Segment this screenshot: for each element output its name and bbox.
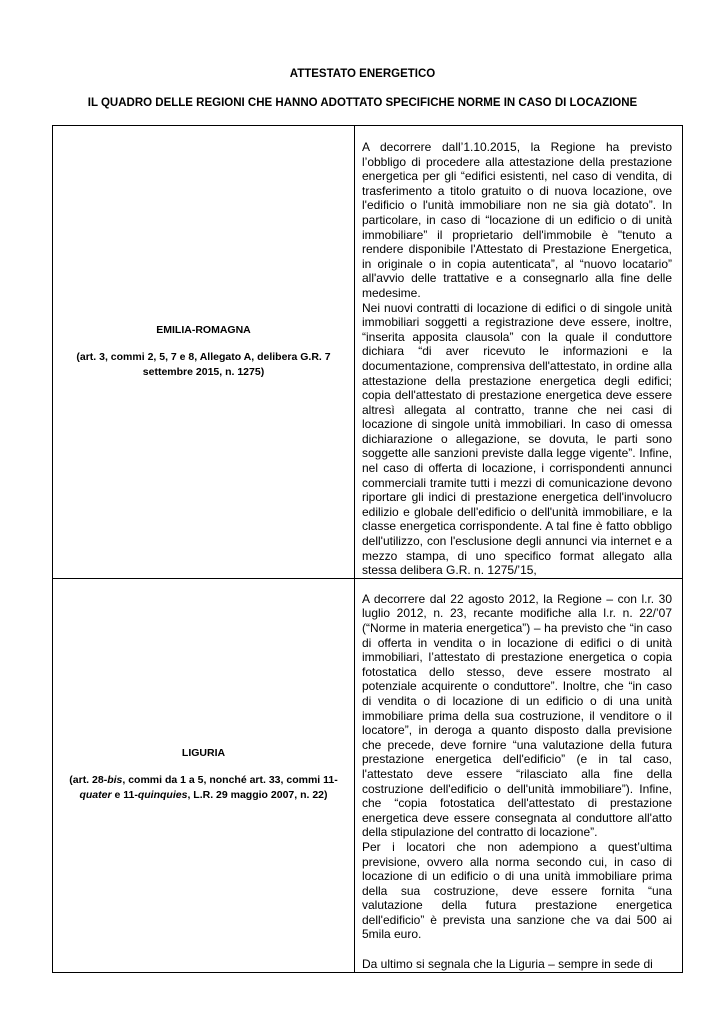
description-text [362,579,672,972]
paragraph: A decorrere dal 22 agosto 2012, la Regione – con l.r. 30 luglio 2012, n. 23, recante modifiche alla l.r. n. 22/’07 (“Norme in materia energetica”) – ha previsto che “in caso di offerta in vendita o in locazione di edifici o di unità immobiliari, l’attestato di prestazione energetica o copia fotostatica dello stesso, deve essere mostrato al potenziale acquirente o conduttore”. Inoltre, che “in caso di vendita o di locazione di un edificio o di una unità immobiliare prima della sua costruzione, il venditore o il locatore”, in deroga a quanto disposto dalla previsione che precede, deve fornire “una valutazione della futura prestazione energetica dell'edificio” (e in tal caso, l'attestato deve essere “rilasciato alla fine della costruzione dell'edificio o dell'unità immobiliare”). Infine, che “copia fotostatica dell'attestato di prestazione energetica deve essere consegnata al conduttore all'atto della stipulazione del contratto di locazione”. [362,591,672,840]
region-cell [53,126,355,579]
paragraph: Nei nuovi contratti di locazione di edifici o di singole unità immobiliari soggetti a registrazione deve essere, inoltre, “inserita apposita clausola” con la quale il conduttore dichiara “di aver ricevuto le informazioni e la documentazione, comprensiva dell'attestato, in ordine alla attestazione della prestazione energetica degli edifici; copia dell'attestato di prestazione energetica deve essere altresì allegata al contratto, tranne che nei casi di locazione di singole unità immobiliari. In caso di omessa dichiarazione o allegazione, se dovuta, le parti sono soggette alle sanzioni previste dalla legge vigente”. Infine, nel caso di offerta di locazione, i corrispondenti annunci commerciali tramite tutti i mezzi di comunicazione devono riportare gli indici di prestazione energetica dell'involucro edilizio e globale dell'edificio o dell'unità immobiliare, e la classe energetica corrispondente. A tal fine è fatto obbligo dell'utilizzo, con l'esclusione degli annunci via internet e a mezzo stampa, di uno specifico format allegato alla stessa delibera G.R. n. 1275/’15, [362,300,672,578]
paragraph: Da ultimo si segnala che la Liguria – sempre in sede di [362,957,653,972]
document-subtitle: IL QUADRO DELLE REGIONI CHE HANNO ADOTTATO SPECIFICHE NORME IN CASO DI LOCAZIONE [87,97,638,109]
description-text [362,126,672,578]
paragraph: A decorrere dall’1.10.2015, la Regione ha previsto l’obbligo di procedere alla attestazione della prestazione energetica per gli “edifici esistenti, nel caso di vendita, di trasferimento a titolo gratuito o di nuova locazione, ove l'edificio o l'unità immobiliare non ne sia già dotato”. In particolare, in caso di “locazione di un edificio o di unità immobiliare” il proprietario dell'immobile è "tenuto a rendere disponibile l'Attestato di Prestazione Energetica, in originale o in copia autenticata”, al “nuovo locatario” all'avvio delle trattative e a consegnarlo alla fine delle medesime. [362,140,672,300]
reference-text: , L.R. 29 maggio 2007, n. 22) [187,789,328,802]
region-name: LIGURIA [181,747,226,760]
region-reference [63,773,344,803]
reference-italic: bis [107,774,123,787]
reference-text: e 11- [111,789,138,802]
region-name: EMILIA-ROMAGNA [156,323,251,336]
region-cell [53,578,355,972]
reference-text: , commi da 1 a 5, nonché art. 33, commi 11- [122,774,338,787]
paragraph-spacer [362,942,672,957]
table-row [53,578,683,972]
table-row [53,126,683,579]
regions-table [52,125,683,973]
description-cell [355,126,683,579]
reference-text: (art. 28- [69,774,108,787]
reference-italic: quinquies [137,789,188,802]
reference-italic: quater [79,789,112,802]
description-cell [355,578,683,972]
document-title: ATTESTATO ENERGETICO [289,68,436,80]
region-reference: (art. 3, commi 2, 5, 7 e 8, Allegato A, delibera G.R. 7 settembre 2015, n. 1275) [76,350,331,378]
paragraph: Per i locatori che non adempiono a quest’ultima previsione, ovvero alla norma secondo cui, in caso di locazione di un edificio o di una unità immobiliare prima della sua costruzione, deve essere fornita “una valutazione della futura prestazione energetica dell'edificio” è prevista una sanzione che va dai 500 ai 5mila euro. [362,839,672,942]
